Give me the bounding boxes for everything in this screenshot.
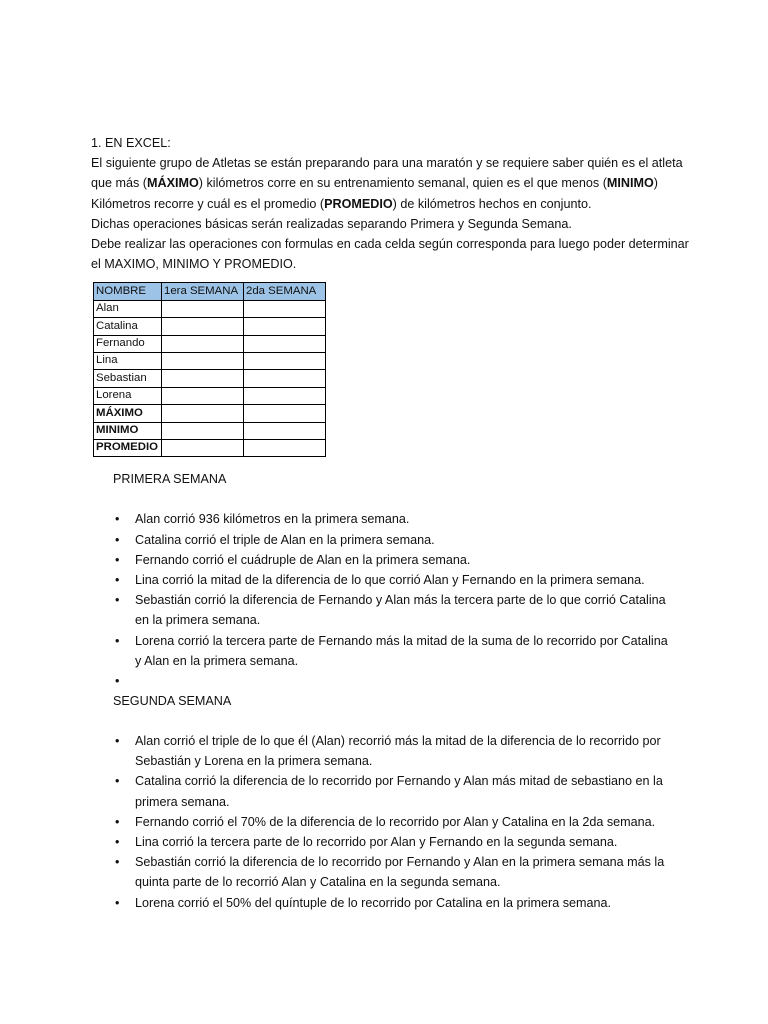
intro-text-d: ) de kilómetros hechos en conjunto. [392,196,592,211]
cell-week1[interactable] [162,387,244,404]
bullet-icon: • [115,774,120,789]
list-item-text: Lorena corrió la tercera parte de Fernando más la mitad de la suma de lo recorrido por Catalina y Alan en la primera semana. [135,633,668,668]
cell-week1[interactable] [162,405,244,422]
cell-week2[interactable] [244,422,326,439]
list-item-text: Alan corrió 936 kilómetros en la primera semana. [135,512,410,527]
list-item [91,893,675,913]
intro-text-b: ) kilómetros corre en su entrenamiento semanal, quien es el que menos ( [198,176,607,191]
table-header-row [94,283,326,300]
intro-operations-note: Dichas operaciones básicas serán realizadas separando Primera y Segunda Semana. [91,216,572,231]
header-week1: 1era SEMANA [162,283,244,300]
cell-week2[interactable] [244,387,326,404]
header-week2: 2da SEMANA [244,283,326,300]
week2-title: SEGUNDA SEMANA [113,693,232,708]
intro-paragraph [91,153,691,214]
list-item [91,590,675,630]
list-item [91,570,675,590]
intro-formulas-note: Debe realizar las operaciones con formulas en cada celda según corresponda para luego poder determinar el MAXIMO, MINIMO Y PROMEDIO. [91,237,689,272]
table-row-promedio [94,439,326,456]
cell-week1[interactable] [162,439,244,456]
row-stat-label: MINIMO [94,422,162,439]
cell-week2[interactable] [244,335,326,352]
list-item [91,812,675,832]
week2-list [91,731,691,913]
list-item [91,550,675,570]
bullet-icon: • [115,532,120,547]
bullet-icon: • [115,593,120,608]
row-name: Catalina [94,318,162,335]
bullet-icon: • [115,733,120,748]
list-item-empty [91,671,675,691]
list-item-text: Sebastián corrió la diferencia de lo recorrido por Fernando y Alan en la primera semana más la quinta parte de lo recorrió Alan y Catalina en la segunda semana. [135,855,665,890]
keyword-promedio: PROMEDIO [324,196,393,211]
list-item-text: Catalina corrió el triple de Alan en la primera semana. [135,532,435,547]
table-row [94,318,326,335]
cell-week2[interactable] [244,300,326,317]
document-page [91,133,691,913]
bullet-icon: • [115,834,120,849]
intro-text-c: ) Kilómetros recorre y cuál es el promedio ( [91,176,658,211]
week1-list [91,509,691,691]
list-item [91,852,675,892]
bullet-icon: • [115,633,120,648]
list-item [91,731,675,771]
bullet-icon: • [115,673,120,688]
bullet-icon: • [115,855,120,870]
header-nombre: NOMBRE [94,283,162,300]
table-row [94,370,326,387]
list-item [91,771,675,811]
cell-week1[interactable] [162,370,244,387]
week1-title: PRIMERA SEMANA [113,472,227,487]
cell-week2[interactable] [244,352,326,369]
row-stat-label: MÁXIMO [94,405,162,422]
table-row-maximo [94,405,326,422]
cell-week2[interactable] [244,439,326,456]
table-row [94,387,326,404]
list-item [91,631,675,671]
list-item-text: Lorena corrió el 50% del quíntuple de lo recorrido por Catalina en la primera semana. [135,895,612,910]
cell-week1[interactable] [162,335,244,352]
athletes-table [93,282,326,457]
row-name: Sebastian [94,370,162,387]
cell-week1[interactable] [162,300,244,317]
table-row-minimo [94,422,326,439]
list-item [91,509,675,529]
keyword-minimo: MINIMO [606,176,654,191]
cell-week2[interactable] [244,405,326,422]
cell-week2[interactable] [244,370,326,387]
row-name: Lorena [94,387,162,404]
list-item [91,832,675,852]
list-item-text: Fernando corrió el 70% de la diferencia de lo recorrido por Alan y Catalina en la 2da semana. [135,814,656,829]
exercise-heading: 1. EN EXCEL: [91,136,171,150]
cell-week1[interactable] [162,422,244,439]
bullet-icon: • [115,552,120,567]
bullet-icon: • [115,512,120,527]
bullet-icon: • [115,895,120,910]
keyword-maximo: MÁXIMO [147,176,199,191]
cell-week1[interactable] [162,318,244,335]
cell-week2[interactable] [244,318,326,335]
row-name: Fernando [94,335,162,352]
table-row [94,300,326,317]
row-stat-label: PROMEDIO [94,439,162,456]
table-row [94,352,326,369]
bullet-icon: • [115,814,120,829]
list-item-text: Lina corrió la mitad de la diferencia de lo que corrió Alan y Fernando en la primera semana. [135,572,645,587]
list-item-text: Lina corrió la tercera parte de lo recorrido por Alan y Fernando en la segunda semana. [135,834,618,849]
intro-section [91,133,691,274]
cell-week1[interactable] [162,352,244,369]
spacer [91,489,691,509]
spacer [91,711,691,731]
list-item [91,530,675,550]
table-row [94,335,326,352]
list-item-text: Alan corrió el triple de lo que él (Alan) recorrió más la mitad de la diferencia de lo recorrido por Sebastián y Lorena en la primera semana. [135,733,661,769]
intro-text-a: El siguiente grupo de Atletas se están preparando para una maratón y se requiere saber quién es el atleta que más ( [91,156,683,191]
list-item-text: Sebastián corrió la diferencia de Fernando y Alan más la tercera parte de lo que corrió Catalina en la primera semana. [135,593,666,628]
bullet-icon: • [115,572,120,587]
row-name: Lina [94,352,162,369]
list-item-text: Fernando corrió el cuádruple de Alan en la primera semana. [135,552,471,567]
list-item-text: Catalina corrió la diferencia de lo recorrido por Fernando y Alan más mitad de sebastiano en la primera semana. [135,774,663,809]
row-name: Alan [94,300,162,317]
